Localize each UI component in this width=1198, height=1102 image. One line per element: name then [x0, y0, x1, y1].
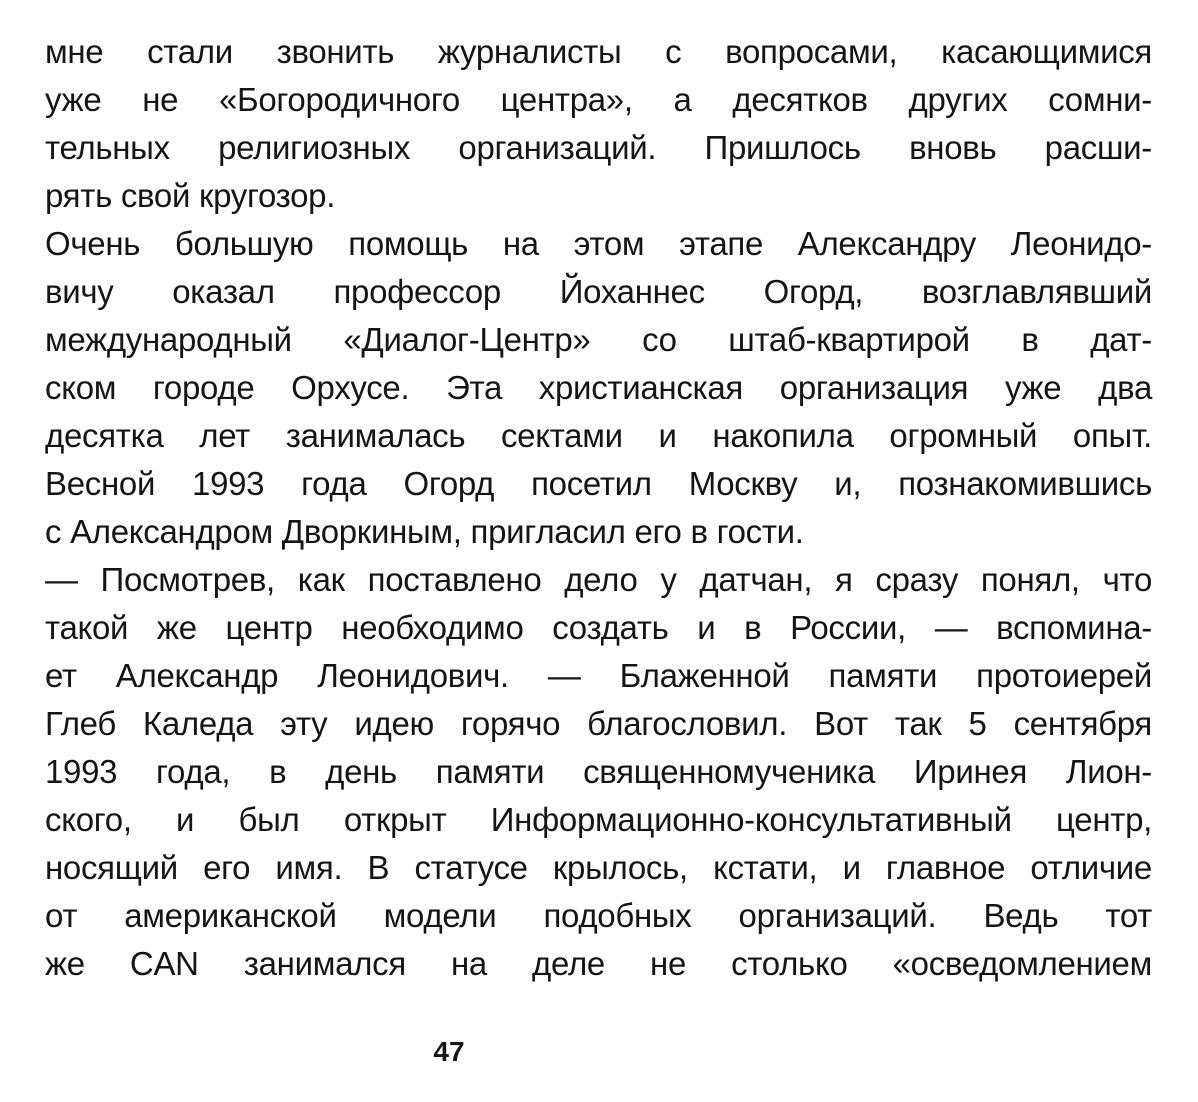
- text-line: вичу оказал профессор Йоханнес Огорд, возглавлявший: [45, 273, 1152, 310]
- text-line: международный «Диалог-Центр» со штаб-квартирой в дат-: [45, 321, 1152, 358]
- text-line: ет Александр Леонидович. — Блаженной памяти протоиерей: [45, 657, 1152, 694]
- text-line: Весной 1993 года Огорд посетил Москву и, познакомившись: [45, 465, 1152, 502]
- book-page-text: [45, 28, 1152, 988]
- text-line: такой же центр необходимо создать и в России, — вспомина-: [45, 609, 1152, 646]
- text-line: носящий его имя. В статусе крылось, кстати, и главное отличие: [45, 849, 1152, 886]
- text-line: от американской модели подобных организаций. Ведь тот: [45, 897, 1152, 934]
- text-line: мне стали звонить журналисты с вопросами, касающимися: [45, 33, 1152, 70]
- page-number: 47: [433, 1036, 465, 1067]
- text-line: тельных религиозных организаций. Пришлось вновь расши-: [45, 129, 1152, 166]
- text-line: же CAN занимался на деле не столько «осведомлением: [45, 945, 1152, 982]
- text-line: десятка лет занималась сектами и накопила огромный опыт.: [45, 417, 1152, 454]
- paragraph-end-line: с Александром Дворкиным, пригласил его в гости.: [45, 513, 804, 550]
- paragraph-end-line: рять свой кругозор.: [45, 177, 336, 214]
- text-line: Очень большую помощь на этом этапе Александру Леонидо-: [45, 225, 1152, 262]
- text-line: ского, и был открыт Информационно-консультативный центр,: [45, 801, 1152, 838]
- text-line: 1993 года, в день памяти священномученика Иринея Лион-: [45, 753, 1152, 790]
- text-line: Глеб Каледа эту идею горячо благословил. Вот так 5 сентября: [45, 705, 1152, 742]
- text-line: уже не «Богородичного центра», а десятков других сомни-: [45, 81, 1152, 118]
- text-line: ском городе Орхусе. Эта христианская организация уже два: [45, 369, 1152, 406]
- text-line: — Посмотрев, как поставлено дело у датчан, я сразу понял, что: [45, 561, 1152, 598]
